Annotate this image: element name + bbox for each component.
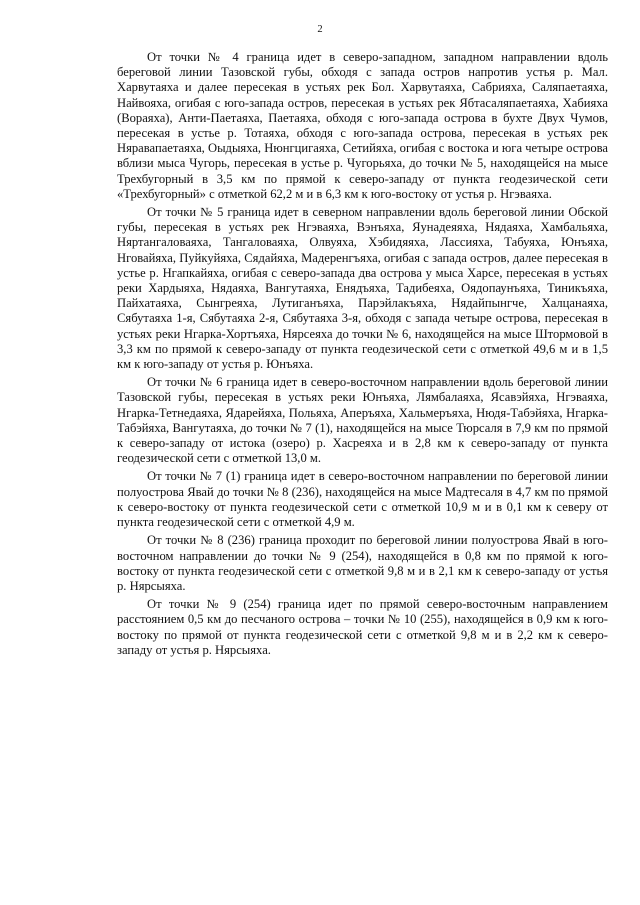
paragraph-point-6: От точки № 6 граница идет в северо-восточном направлении вдоль береговой линии Тазовской губы, пересекая в устьях реки Юнъяха, Лямбалаяха, Ясавэйяха, Нгэваяха, Нгарка-Тетнедаяха, Ядарейяха, Польяха, Аперъяха, Хальмеръяха, Нюдя-Табэйяха, Нгарка-Табэйяха, Вангутаяха, до точки № 7 (1), находящейся на мысе Тюрсаля в 7,9 км по прямой к северо-западу от истока (озеро) р. Хасреяха и в 2,8 км к северо-западу от пункта геодезической сети с отметкой 13,0 м. [117, 375, 608, 466]
paragraph-point-8: От точки № 8 (236) граница проходит по береговой линии полуострова Явай в юго-восточном направлении до точки № 9 (254), находящейся в 0,8 км по прямой к юго-востоку от пункта геодезической сети с отметкой 9,8 м и в 2,1 км к северо-западу от устья р. Нярсыяха. [117, 533, 608, 593]
paragraph-point-4: От точки № 4 граница идет в северо-западном, западном направлении вдоль береговой линии Тазовской губы, обходя с запада остров напротив устья р. Мал. Харвутаяха и далее пересекая в устьях рек Бол. Харвутаяха, Сабрияха, Саляпаетаяха, Найвояха, огибая с юго-запада остров, пересекая в устьях рек Ябтасаляпаетаяха, Хабияха (Вораяха), Анти-Паетаяха, Паетаяха, обходя с юго-запада острова в бухте Двух Чумов, пересекая в устье р. Тотаяха, обходя с юго-запада острова, пересекая в устьях рек Няравапаетаяха, Оыдыяха, Нюнгцигаяха, Сетийяха, огибая с востока и юга четыре острова вблизи мыса Чугорь, пересекая в устье р. Чугорьяха, до точки № 5, находящейся на мысе Трехбугорный в 3,5 км по прямой к северо-западу от пункта геодезической сети «Трехбугорный» с отметкой 62,2 м и в 6,3 км к юго-востоку от устья р. Нгэваяха. [117, 50, 608, 201]
paragraph-point-5: От точки № 5 граница идет в северном направлении вдоль береговой линии Обской губы, пересекая в устьях рек Нгэваяха, Вэнъяха, Яунадеяяха, Нядаяха, Хамбальяха, Няртангаловаяха, Тангаловаяха, Олвуяха, Хэбидяяха, Лассияха, Табуяха, Юнъяха, Нговайяха, Пуйкуйяха, Сядайяха, Мадеренгъяха, огибая с запада остров, далее пересекая в устье р. Нгапкайяха, огибая с северо-запада два острова у мыса Харсе, пересекая в устьях реки Хардыяха, Нядаяха, Вангутаяха, Енядъяха, Тадибеяха, Оядопаунъяха, Тиникъяха, Пайхатаяха, Сынгреяха, Лутиганъяха, Парэйлакъяха, Нядайпынгче, Халцанаяха, Сябутаяха 1-я, Сябутаяха 2-я, Сябутаяха 3-я, обходя с запада четыре острова, пересекая в устьях реки Нгарка-Хортъяха, Нярсеяха до точки № 6, находящейся на мысе Штормовой в 3,3 км по прямой к северо-западу от пункта геодезической сети с отметкой 49,6 м и в 1,5 км к юго-западу от устья р. Юнъяха. [117, 205, 608, 372]
page-number: 2 [317, 24, 323, 35]
document-body [117, 50, 608, 661]
paragraph-point-9: От точки № 9 (254) граница идет по прямой северо-восточным направлением расстоянием 0,5 км до песчаного острова – точки № 10 (255), находящейся в 0,9 км к юго-востоку по прямой от пункта геодезической сети с отметкой 9,8 м и в 2,2 км к северо-западу от устья р. Нярсыяха. [117, 597, 608, 657]
paragraph-point-7: От точки № 7 (1) граница идет в северо-восточном направлении по береговой линии полуострова Явай до точки № 8 (236), находящейся на мысе Мадтесаля в 4,7 км по прямой к северо-востоку от пункта геодезической сети с отметкой 10,9 м и в 0,1 км к северу от пункта геодезической сети с отметкой 4,9 м. [117, 469, 608, 530]
